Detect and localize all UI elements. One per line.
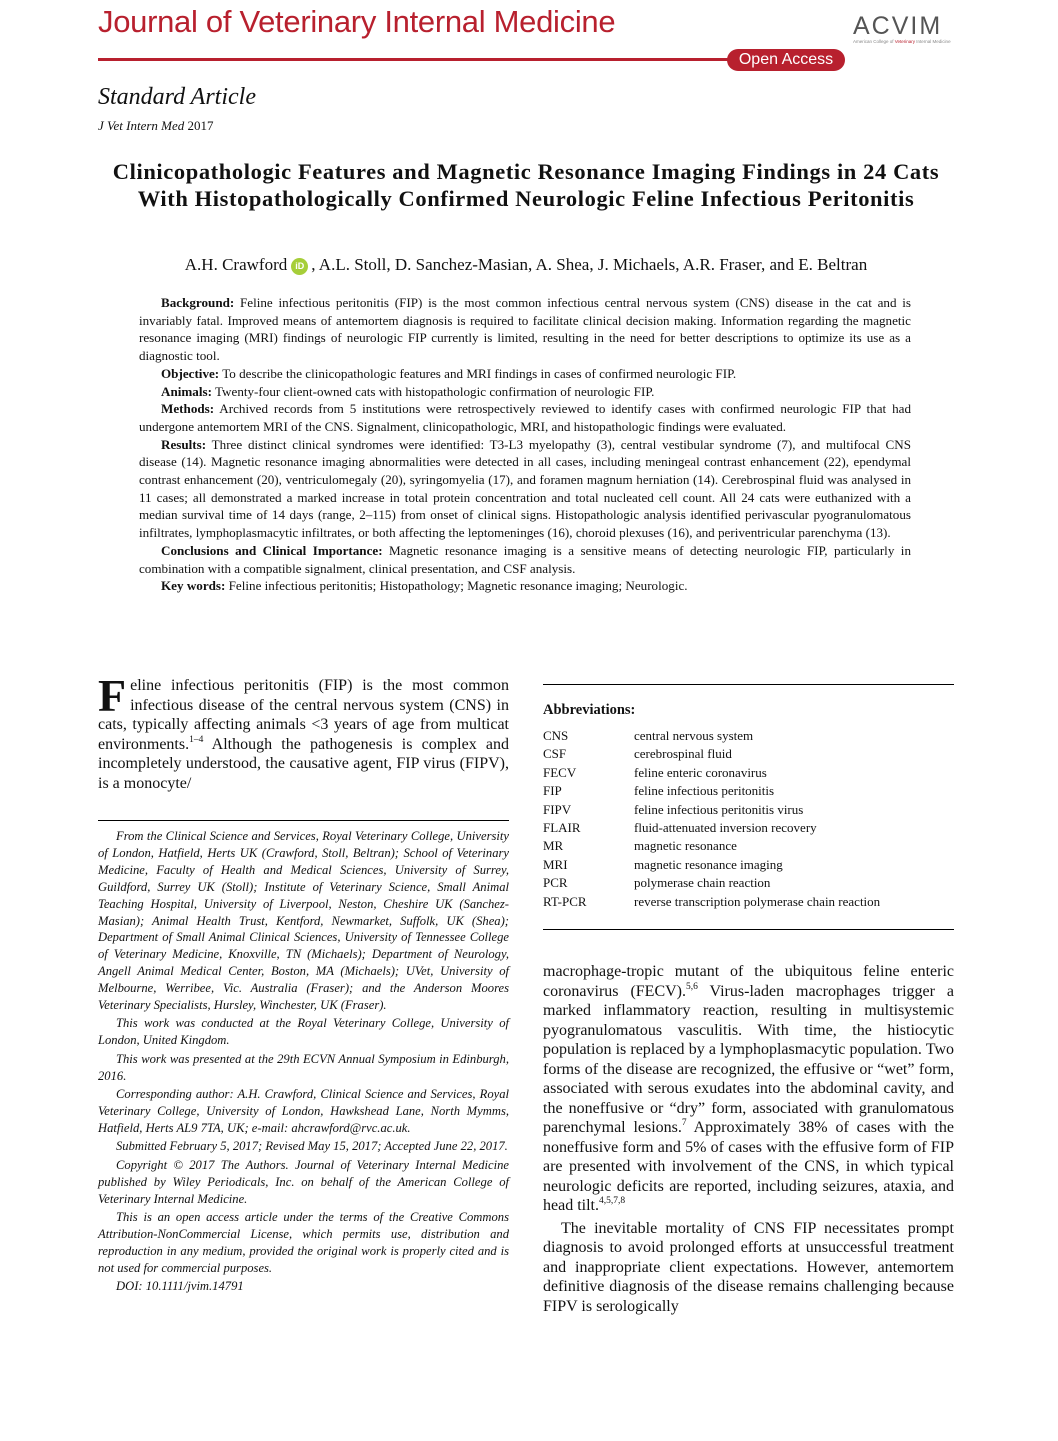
footnote-corresponding-author: Corresponding author: A.H. Crawford, Clinical Science and Services, Royal Veterinary College, University of London, Hawkshead Lane, North Mymms, Hatfield, Herts AL9 7TA, UK; e-mail: ahcrawford@rvc.ac.uk. xyxy=(98,1087,509,1135)
footnote-doi: DOI: 10.1111/jvim.14791 xyxy=(116,1279,244,1294)
abstract-animals: Animals: Twenty-four client-owned cats with histopathologic confirmation of neurologic FIP. xyxy=(161,383,655,399)
table-row: CNS central nervous system xyxy=(543,728,754,743)
body-left-column xyxy=(98,670,509,794)
citation: J Vet Intern Med 2017 xyxy=(98,118,214,133)
table-row: RT-PCR reverse transcription polymerase chain reaction xyxy=(543,893,881,909)
abbreviations-box xyxy=(543,684,954,930)
footnotes xyxy=(98,828,509,1296)
footnote-conducted: This work was conducted at the Royal Veterinary College, University of London, United Kingdom. xyxy=(98,1016,509,1048)
footnote-presented: This work was presented at the 29th ECVN Annual Symposium in Edinburgh, 2016. xyxy=(98,1051,509,1083)
header-rule xyxy=(98,58,734,61)
table-row: FIPV feline infectious peritonitis virus xyxy=(543,801,804,817)
abbreviations-title: Abbreviations: xyxy=(543,702,636,718)
abstract-methods: Methods: Archived records from 5 institutions were retrospectively reviewed to identify cases with confirmed neurologic FIP that had undergone antemortem MRI of the CNS. Signalment, clinicopathologic, MRI, and histopathologic findings were evaluated. xyxy=(139,401,911,434)
journal-title: Journal of Veterinary Internal Medicine xyxy=(98,4,616,39)
article-title: Clinicopathologic Features and Magnetic Resonance Imaging Findings in 24 Cats With Histopathologically Confirmed Neurologic Feline Infectious Peritonitis xyxy=(112,159,940,211)
footnote-copyright: Copyright © 2017 The Authors. Journal of Veterinary Internal Medicine published by Wiley Periodicals, Inc. on behalf of the American College of Veterinary Internal Medicine. xyxy=(98,1157,509,1206)
abstract-background: Background: Feline infectious peritonitis (FIP) is the most common infectious central nervous system (CNS) disease in the cat and is invariably fatal. Improved means of antemortem diagnosis is required to facilitate clinical decision making. Information regarding the magnetic resonance imaging (MRI) findings of neurologic FIP currently is limited, resulting in the need for better descriptions to optimize its use as a diagnostic tool. xyxy=(139,295,911,364)
footnote-affiliations: From the Clinical Science and Services, Royal Veterinary College, University of London, Hatfield, Herts UK (Crawford, Stoll, Beltran); School of Veterinary Medicine, Faculty of Health and Medical Sciences, University of Surrey, Guildford, Surrey UK (Stoll); Institute of Veterinary Science, Small Animal Teaching Hospital, University of Liverpool, Neston, Cheshire UK (Sanchez-Masian); Animal Health Trust, Kentford, Newmarket, Suffolk, UK (Shea); Department of Small Animal Clinical Sciences, University of Tennessee College of Veterinary Medicine, Knoxville, TN (Michaels); Department of Neurology, Angell Animal Medical Center, Boston, MA (Michaels); UVet, University of Melbourne, Werribee, Vic. Australia (Fraser); and the Anderson Moores Veterinary Specialists, Hursley, Winchester, UK (Fraser). xyxy=(98,829,509,1013)
table-row: FLAIR fluid-attenuated inversion recovery xyxy=(543,819,817,835)
table-row: MR magnetic resonance xyxy=(543,838,737,854)
body-paragraph: Feline infectious peritonitis (FIP) is the most common infectious disease of the central nervous system (CNS) in cats, typically affecting animals <3 years of age from multicat environments.$^{1-4}$ Although the pathogenesis is complex and incompletely understood, the causative agent, FIP virus (FIPV), is a monocyte/ xyxy=(98,670,509,792)
acvim-logo-text: ACVIM xyxy=(853,12,943,40)
abbreviations-table xyxy=(543,728,880,912)
footnote-dates: Submitted February 5, 2017; Revised May 15, 2017; Accepted June 22, 2017. xyxy=(116,1139,508,1154)
acvim-logo xyxy=(853,12,951,52)
abstract-results: Results: Three distinct clinical syndromes were identified: T3-L3 myelopathy (3), central vestibular syndrome (7), and multifocal CNS disease (14). Magnetic resonance imaging abnormalities were detected in all cases, including meningeal contrast enhancement (22), ependymal contrast enhancement (20), ventriculomegaly (20), syringomyelia (17), and foramen magnum herniation (14). Cerebrospinal fluid was analysed in 11 cases; all demonstrated a marked increase in total protein concentration and total nucleated cell count. All 24 cats were euthanized with a median survival time of 14 days (range, 2–115) from onset of clinical signs. Histopathologic analysis identified perivascular pyogranulomatous infiltrates, lymphoplasmacytic infiltrates, or both affecting the leptomeninges (16), choroid plexuses (16), and periventricular parenchyma (13). xyxy=(139,436,911,541)
table-row: MRI magnetic resonance imaging xyxy=(543,856,783,872)
table-row: CSF cerebrospinal fluid xyxy=(543,746,732,762)
body-right-column xyxy=(543,962,954,1316)
footnote-rule xyxy=(98,820,509,821)
body-paragraph: The inevitable mortality of CNS FIP necessitates prompt diagnosis to avoid prolonged efforts at unsuccessful treatment and inappropriate client expectations. However, antemortem definitive diagnosis of the disease remains challenging because FIPV is serologically xyxy=(543,1219,954,1315)
abstract-keywords: Key words: Feline infectious peritonitis; Histopathology; Magnetic resonance imaging; Neurologic. xyxy=(161,578,688,594)
abstract-conclusions: Conclusions and Clinical Importance: Magnetic resonance imaging is a sensitive means of detecting neurologic FIP, particularly in combination with a compatible signalment, clinical presentation, and CSF analysis. xyxy=(139,542,911,576)
footnote-license: This is an open access article under the terms of the Creative Commons Attribution-NonCommercial License, which permits use, distribution and reproduction in any medium, provided the original work is properly cited and is not used for commercial purposes. xyxy=(98,1209,509,1275)
orcid-icon[interactable]: iD xyxy=(291,258,308,275)
table-row: FECV feline enteric coronavirus xyxy=(543,764,767,780)
abstract-objective: Objective: To describe the clinicopathologic features and MRI findings in cases of confirmed neurologic FIP. xyxy=(161,365,737,381)
table-row: PCR polymerase chain reaction xyxy=(543,875,771,891)
author-list: A.H. Crawford iD , A.L. Stoll, D. Sanchez-Masian, A. Shea, J. Michaels, A.R. Fraser, and E. Beltran xyxy=(184,255,868,274)
article-type: Standard Article xyxy=(98,84,256,110)
open-access-badge: Open Access xyxy=(727,49,845,71)
drop-cap: F xyxy=(98,670,127,721)
body-paragraph: macrophage-tropic mutant of the ubiquitous feline enteric coronavirus (FECV).$^{5,6}$ Virus-laden macrophages trigger a marked inflammatory reaction, resulting in multisystemic pyogranulomatous vasculitis. With time, the histiocytic population is replaced by a lymphoplasmacytic population. Two forms of the disease are recognized, the effusive or “wet” form, associated with serous exudates into the abdominal cavity, and the noneffusive or “dry” form, associated with granulomatous parenchymal lesions.$^7$ Approximately 38% of cases with the noneffusive form and 5% of cases with the effusive form of FIP are presented with involvement of the CNS, in which typical neurologic deficits are reported, including seizures, ataxia, and head tilt.$^{4,5,7,8}$ xyxy=(543,963,955,1214)
table-row: FIP feline infectious peritonitis xyxy=(543,783,775,799)
acvim-logo-subtitle: American College of Veterinary Internal Medicine xyxy=(853,39,951,44)
abstract xyxy=(139,294,911,595)
